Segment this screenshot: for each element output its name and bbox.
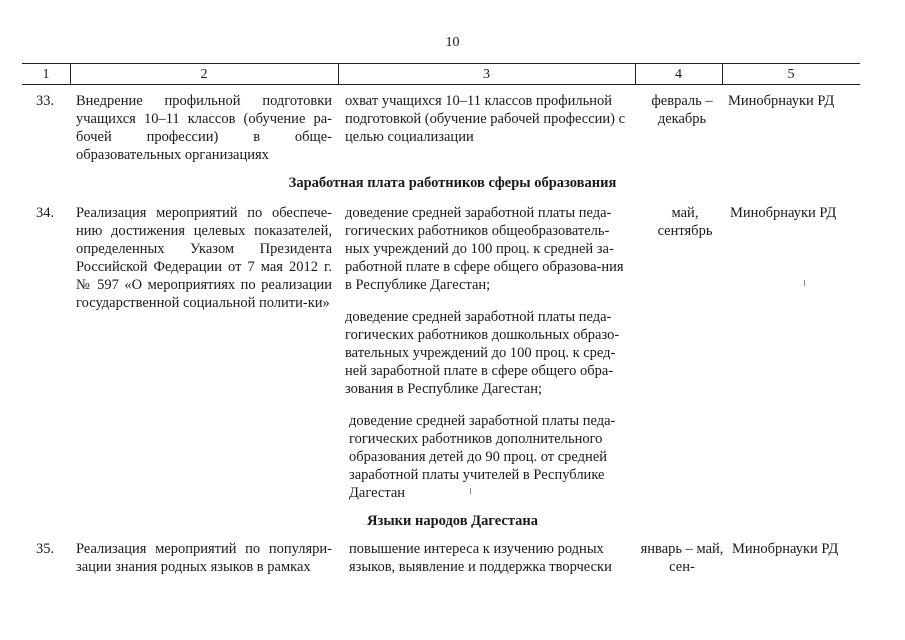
- row-33-event: Внедрение профильной подготовки учащихся 10–11 классов (обучение ра-бочей профессии) в обще-образовательных организациях: [76, 93, 332, 163]
- scan-mark: [804, 280, 805, 286]
- row-33-number: 33.: [36, 93, 55, 109]
- row-34-dates: май, сентябрь: [657, 205, 713, 239]
- column-number-4: 4: [675, 67, 682, 82]
- section-heading-wages: Заработная плата работников сферы образования: [288, 175, 617, 191]
- column-number-1: 1: [42, 67, 50, 82]
- page-number: 10: [445, 35, 460, 50]
- row-35-event: Реализация мероприятий по популяри-зации знания родных языков в рамках: [76, 541, 332, 575]
- row-35-result: повышение интереса к изучению родных языков, выявление и поддержка творчески: [349, 541, 612, 575]
- section-heading-languages: Языки народов Дагестана: [367, 513, 538, 529]
- row-35-number: 35.: [36, 541, 55, 557]
- row-34-result-1: доведение средней заработной платы педа-гогических работников общеобразователь-ных учреждений до 100 проц. к средней за-работной плате в сфере общего образова-ния в Республике Дагестан;: [345, 205, 624, 293]
- row-34-result-3: доведение средней заработной платы педа-гогических работников дополнительного образования детей до 90 проц. от средней заработной платы учителей в Республике Дагестан: [349, 413, 616, 501]
- column-number-5: 5: [787, 67, 795, 82]
- row-33-result: охват учащихся 10–11 классов профильной подготовкой (обучение рабочей профессии) с целью социализации: [345, 93, 626, 145]
- row-35-dates: январь – май, сен-: [640, 541, 724, 575]
- row-34-number: 34.: [36, 205, 55, 221]
- row-34-event: Реализация мероприятий по обеспече-нию достижения целевых показателей, определенных Указом Президента Российской Федерации от 7 мая 2012 г. № 597 «О мероприятиях по реализации государственной социальной полити-ки»: [76, 205, 332, 311]
- column-number-3: 3: [483, 67, 490, 82]
- header-bottom-rule: [22, 84, 860, 85]
- scan-mark: [470, 488, 471, 494]
- row-33-organization: Минобрнауки РД: [728, 93, 835, 109]
- row-33-dates: февраль – декабрь: [651, 93, 713, 127]
- row-34-result-2: доведение средней заработной платы педа-гогических работников дошкольных образо-вательных учреждений до 100 проц. к сред-ней заработной плате в сфере общего обра-зования в Республике Дагестан;: [345, 309, 620, 397]
- column-number-2: 2: [200, 67, 208, 82]
- header-top-rule: [22, 63, 860, 64]
- row-35-organization: Минобрнауки РД: [732, 541, 839, 557]
- row-34-organization: Минобрнауки РД: [730, 205, 837, 221]
